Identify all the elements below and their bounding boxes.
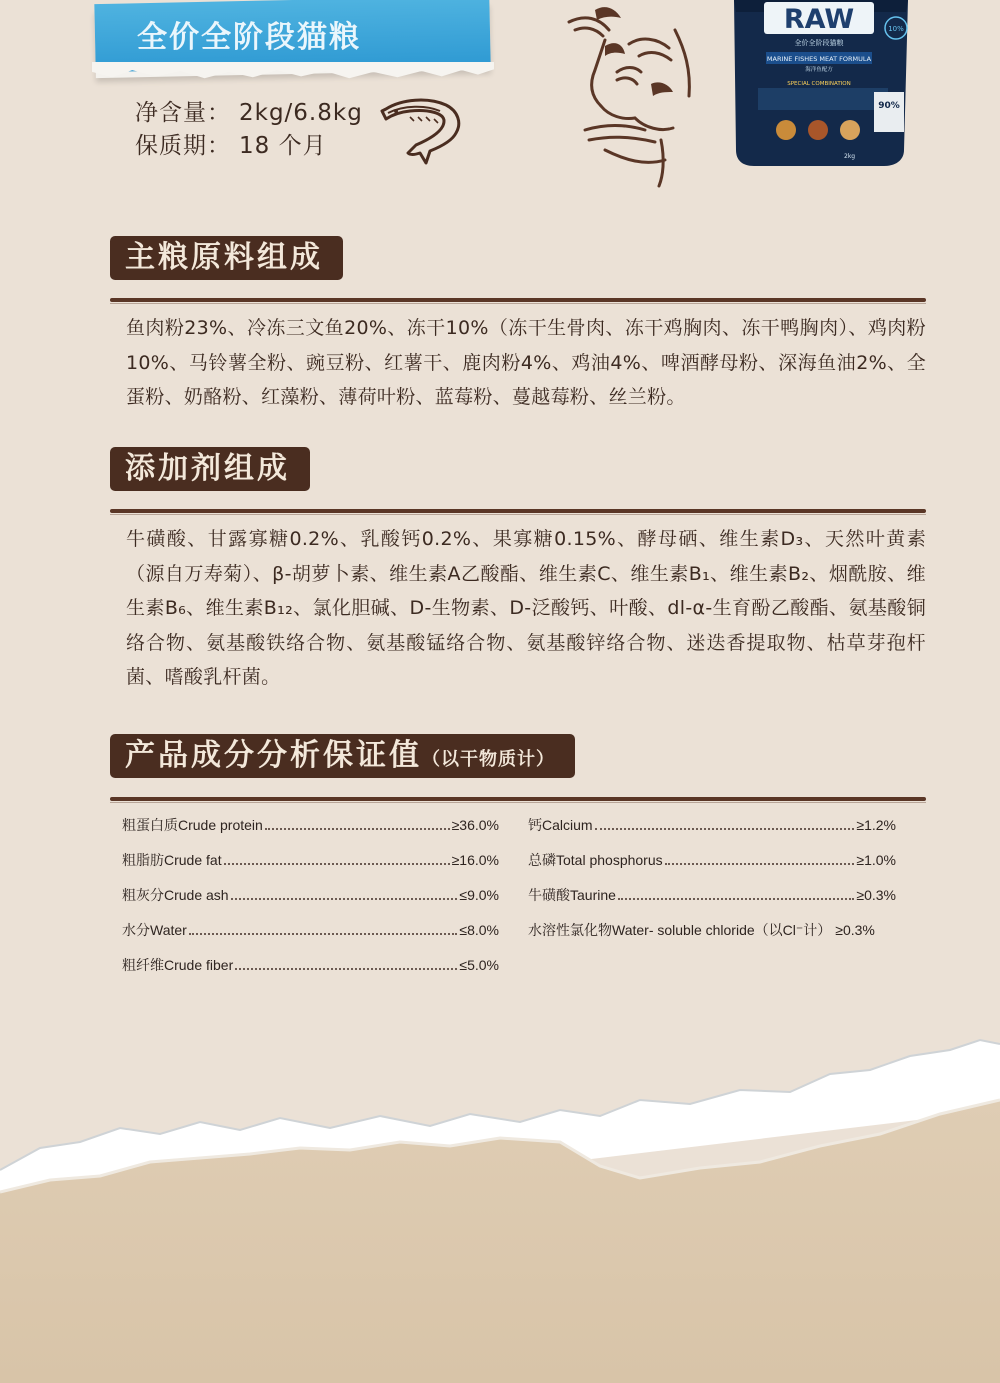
salmon-icon bbox=[380, 95, 465, 167]
shelf-life-value: 18 个月 bbox=[239, 133, 327, 159]
analysis-value: ≥0.3% bbox=[835, 922, 875, 938]
divider-rule bbox=[110, 797, 926, 801]
bag-brand: RAW bbox=[783, 4, 855, 35]
analysis-label: 粗脂肪Crude fat bbox=[122, 852, 222, 868]
analysis-label: 粗灰分Crude ash bbox=[122, 887, 229, 903]
analysis-value: ≥0.3% bbox=[856, 887, 896, 903]
analysis-value: ≥36.0% bbox=[451, 817, 499, 833]
bag-subtitle: 全价全阶段猫粮 bbox=[794, 39, 844, 47]
bag-special: SPECIAL COMBINATION bbox=[787, 81, 851, 87]
analysis-value: ≤5.0% bbox=[459, 957, 499, 973]
analysis-title: 产品成分分析保证值 bbox=[125, 738, 422, 773]
shelf-life-line bbox=[135, 127, 327, 160]
analysis-value: ≤9.0% bbox=[459, 887, 499, 903]
analysis-row bbox=[122, 815, 499, 835]
analysis-value: ≥16.0% bbox=[451, 852, 499, 868]
analysis-row bbox=[122, 955, 499, 975]
torn-paper-edge bbox=[0, 1030, 1000, 1383]
banner-torn-edge bbox=[92, 62, 494, 80]
analysis-row bbox=[528, 920, 896, 940]
bag-net-content: 2kg bbox=[844, 153, 856, 160]
analysis-row bbox=[528, 850, 896, 870]
main-ingredients-title: 主粮原料组成 bbox=[125, 240, 323, 275]
additives-heading bbox=[110, 447, 310, 491]
analysis-label: 水分Water bbox=[122, 922, 187, 938]
analysis-row bbox=[122, 850, 499, 870]
net-weight-value: 2kg/6.8kg bbox=[239, 100, 363, 126]
shelf-life-label: 保质期： bbox=[135, 133, 231, 159]
banner-title: 全价全阶段猫粮 bbox=[137, 20, 361, 55]
dot-leader bbox=[189, 932, 458, 935]
analysis-row bbox=[122, 885, 499, 905]
bag-formula-cn: 海洋鱼配方 bbox=[805, 67, 833, 73]
dot-leader bbox=[265, 827, 450, 830]
bag-badge-top: 10% bbox=[888, 25, 904, 33]
dot-leader bbox=[231, 897, 458, 900]
net-weight-line bbox=[135, 94, 363, 127]
analysis-heading bbox=[110, 734, 575, 778]
product-bag-image bbox=[728, 0, 914, 168]
additives-text: 牛磺酸、甘露寡糖0.2%、乳酸钙0.2%、果寡糖0.15%、酵母硒、维生素D₃、天然叶黄素（源自万寿菊）、β-胡萝卜素、维生素A乙酸酯、维生素C、维生素B₁、维生素B₂、烟酰胺、维生素B₆、维生素B₁₂、氯化胆碱、D-生物素、D-泛酸钙、叶酸、dl-α-生育酚乙酸酯、氨基酸铜络合物、氨基酸铁络合物、氨基酸锰络合物、氨基酸锌络合物、迷迭香提取物、枯草芽孢杆菌、嗜酸乳杆菌。 bbox=[126, 528, 926, 688]
analysis-label: 钙Calcium bbox=[528, 817, 593, 833]
analysis-label: 粗纤维Crude fiber bbox=[122, 957, 234, 973]
bag-badge-side: 90% bbox=[878, 101, 900, 111]
main-ingredients-text: 鱼肉粉23%、冷冻三文鱼20%、冻干10%（冻干生骨肉、冻干鸡胸肉、冻干鸭胸肉）、鸡肉粉10%、马铃薯全粉、豌豆粉、红薯干、鹿肉粉4%、鸡油4%、啤酒酵母粉、深海鱼油2%、全蛋粉、奶酪粉、红藻粉、薄荷叶粉、蓝莓粉、蔓越莓粉、丝兰粉。 bbox=[126, 317, 926, 408]
analysis-label: 牛磺酸Taurine bbox=[528, 887, 616, 903]
bag-formula-en: MARINE FISHES MEAT FORMULA bbox=[766, 55, 872, 63]
dot-leader bbox=[224, 862, 450, 865]
analysis-label: 水溶性氯化物Water- soluble chloride（以Cl⁻计） bbox=[528, 922, 832, 938]
analysis-row bbox=[528, 885, 896, 905]
analysis-title-note: （以干物质计） bbox=[422, 749, 555, 770]
main-ingredients-heading bbox=[110, 236, 343, 280]
dot-leader bbox=[235, 967, 457, 970]
additives-title: 添加剂组成 bbox=[125, 451, 290, 486]
dot-leader bbox=[618, 897, 854, 900]
divider-rule bbox=[110, 298, 926, 302]
analysis-value: ≤8.0% bbox=[459, 922, 499, 938]
dot-leader bbox=[665, 862, 855, 865]
analysis-row bbox=[122, 920, 499, 940]
net-weight-label: 净含量： bbox=[135, 100, 231, 126]
analysis-value: ≥1.2% bbox=[856, 817, 896, 833]
header bbox=[0, 0, 1000, 200]
analysis-label: 总磷Total phosphorus bbox=[528, 852, 663, 868]
analysis-row bbox=[528, 815, 896, 835]
cat-sketch-icon bbox=[565, 0, 735, 190]
analysis-value: ≥1.0% bbox=[856, 852, 896, 868]
analysis-label: 粗蛋白质Crude protein bbox=[122, 817, 263, 833]
dot-leader bbox=[595, 827, 855, 830]
divider-rule bbox=[110, 509, 926, 513]
